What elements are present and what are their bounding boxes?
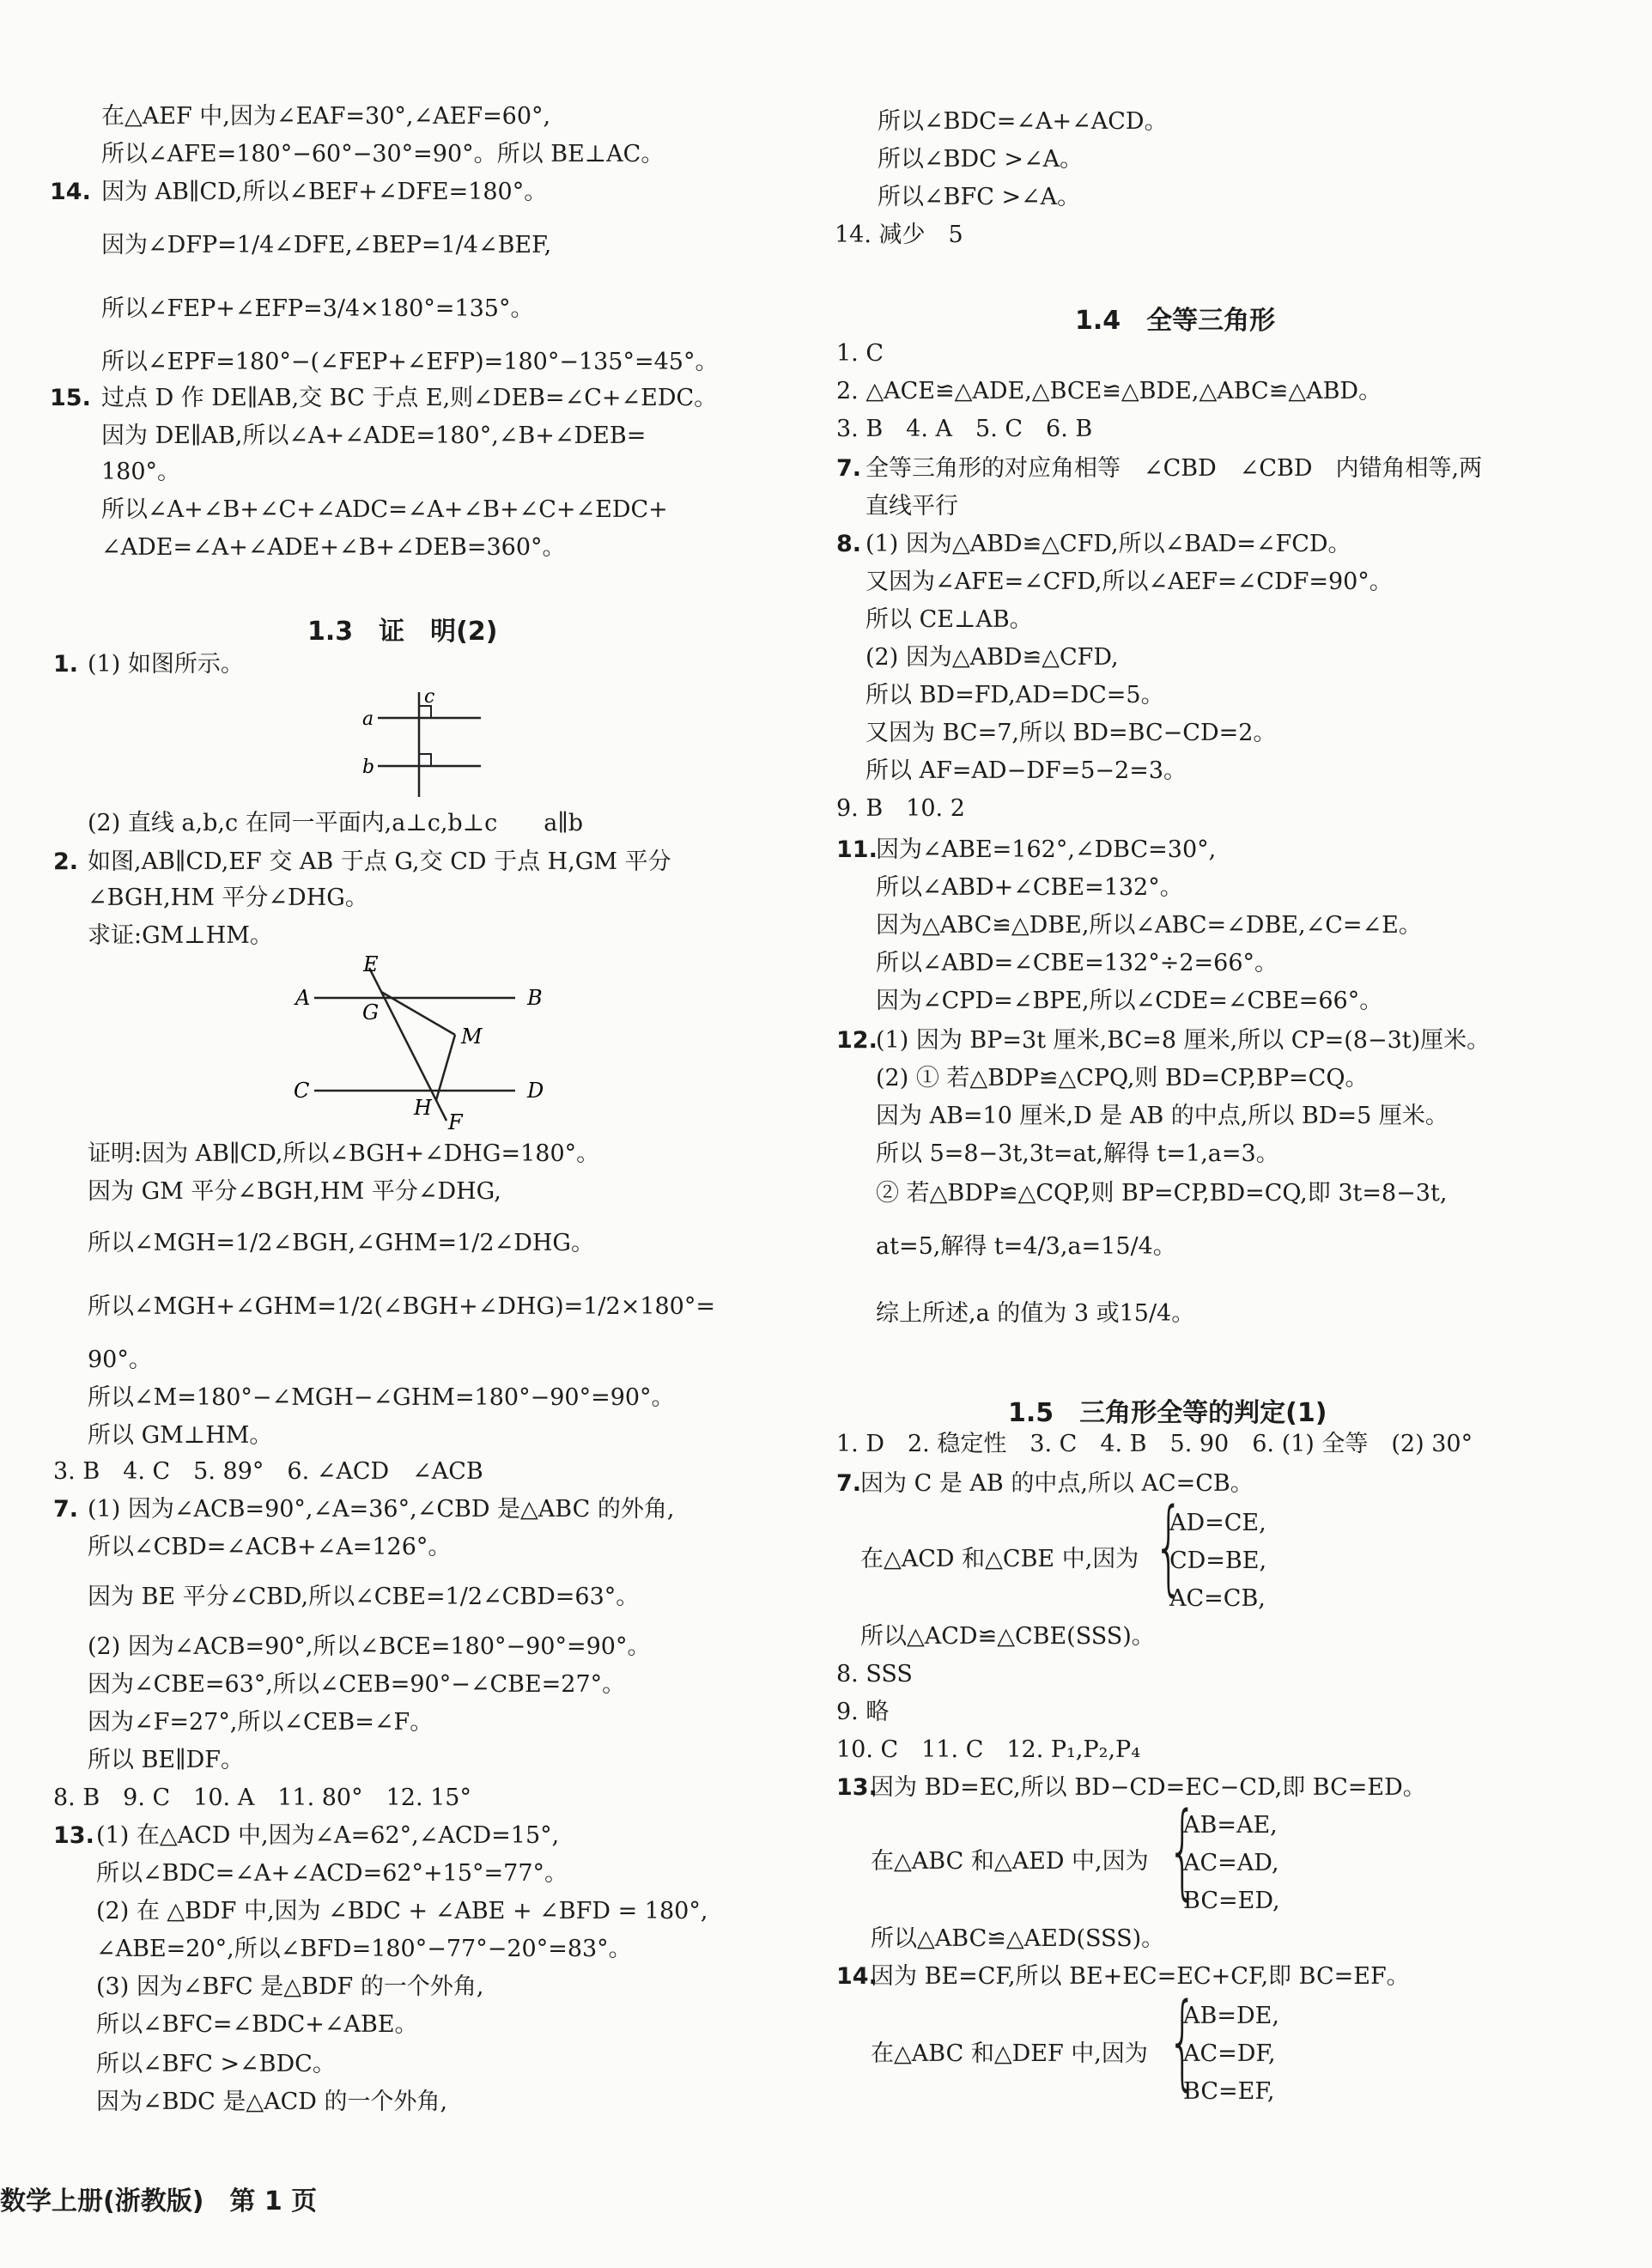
question-number: 14. xyxy=(50,179,91,205)
text-line: (1) 如图所示。 xyxy=(88,651,244,678)
text-line: 所以 GM⊥HM。 xyxy=(88,1422,273,1449)
text-line: 所以△ABC≌△AED(SSS)。 xyxy=(871,1925,1165,1952)
figure-label: a xyxy=(362,708,374,730)
text-line: (1) 因为△ABD≌△CFD,所以∠BAD=∠FCD。 xyxy=(865,531,1351,557)
text-line: (2) 因为∠ACB=90°,所以∠BCE=180°−90°=90°。 xyxy=(88,1633,651,1660)
figure-label: F xyxy=(448,1110,463,1134)
text-line: 如图,AB∥CD,EF 交 AB 于点 G,交 CD 于点 H,GM 平分 xyxy=(88,848,671,875)
question-number: 15. xyxy=(50,385,91,411)
text-line: 所以∠BDC=∠A+∠ACD。 xyxy=(878,108,1168,135)
text-line: 因为∠BDC 是△ACD 的一个外角, xyxy=(96,2089,448,2115)
text-line: 所以△ACD≌△CBE(SSS)。 xyxy=(860,1623,1155,1650)
text-line: 90°。 xyxy=(88,1347,152,1373)
figure-label: B xyxy=(527,986,543,1010)
text-line: 所以∠EPF=180°−(∠FEP+∠EFP)=180°−135°=45°。 xyxy=(101,349,719,375)
question-number: 13. xyxy=(836,1774,878,1801)
text-line: 所以∠MGH+∠GHM=1/2(∠BGH+∠DHG)=1/2×180°= xyxy=(88,1293,715,1320)
text-line: 所以∠A+∠B+∠C+∠ADC=∠A+∠B+∠C+∠EDC+ xyxy=(101,496,668,523)
text-line: 所以 5=8−3t,3t=at,解得 t=1,a=3。 xyxy=(876,1140,1279,1167)
text-line: 直线平行 xyxy=(865,493,958,520)
text-line: 所以∠MGH=1/2∠BGH,∠GHM=1/2∠DHG。 xyxy=(88,1230,594,1256)
figure-label: D xyxy=(527,1079,544,1103)
text-line: 因为∠CBE=63°,所以∠CEB=90°−∠CBE=27°。 xyxy=(88,1671,626,1698)
text-line: 所以∠ABD+∠CBE=132°。 xyxy=(876,874,1183,901)
text-line: 过点 D 作 DE∥AB,交 BC 于点 E,则∠DEB=∠C+∠EDC。 xyxy=(101,385,718,411)
equation-item: AC=CB, xyxy=(1169,1585,1266,1612)
answer-line: 10. C 11. C 12. P₁,P₂,P₄ xyxy=(836,1736,1141,1763)
question-number: 11. xyxy=(836,836,878,863)
question-number: 12. xyxy=(836,1027,878,1054)
text-line: 因为 BE 平分∠CBD,所以∠CBE=1/2∠CBD=63°。 xyxy=(88,1584,640,1610)
figure-label: c xyxy=(424,687,435,708)
equation-item: CD=BE, xyxy=(1169,1547,1267,1574)
text-line: (1) 因为 BP=3t 厘米,BC=8 厘米,所以 CP=(8−3t)厘米。 xyxy=(876,1027,1491,1054)
text-line: 所以∠BDC=∠A+∠ACD=62°+15°=77°。 xyxy=(96,1860,568,1887)
page-footer: 数学上册(浙教版) 第 1 页 xyxy=(0,2186,318,2216)
text-line: 求证:GM⊥HM。 xyxy=(88,922,273,949)
text-line: 在△ABC 和△AED 中,因为 xyxy=(871,1848,1149,1875)
figure-label: E xyxy=(363,952,379,976)
text-line: 因为 AB∥CD,所以∠BEF+∠DFE=180°。 xyxy=(101,179,548,205)
text-line: 综上所述,a 的值为 3 或15/4。 xyxy=(876,1300,1195,1327)
equation-item: AB=AE, xyxy=(1183,1812,1278,1839)
text-line: 所以∠CBD=∠ACB+∠A=126°。 xyxy=(88,1534,452,1560)
equation-item: BC=ED, xyxy=(1183,1888,1280,1914)
text-line: (2) 因为△ABD≌△CFD, xyxy=(865,644,1119,671)
text-line: 因为 BE=CF,所以 BE+EC=EC+CF,即 BC=EF。 xyxy=(871,1963,1410,1990)
figure-label: A xyxy=(295,986,311,1010)
answer-line: 1. D 2. 稳定性 3. C 4. B 5. 90 6. (1) 全等 (2) 30° xyxy=(836,1431,1473,1457)
text-line: 在△ACD 和△CBE 中,因为 xyxy=(860,1546,1139,1572)
text-line: 因为 C 是 AB 的中点,所以 AC=CB。 xyxy=(860,1470,1254,1497)
text-line: 又因为∠AFE=∠CFD,所以∠AEF=∠CDF=90°。 xyxy=(865,569,1393,595)
text-line: 180°。 xyxy=(101,459,181,485)
text-line: ∠ADE=∠A+∠ADE+∠B+∠DEB=360°。 xyxy=(101,534,566,561)
figure-perpendicular-lines xyxy=(352,687,507,807)
figure-label: C xyxy=(294,1079,310,1103)
text-line: ∠BGH,HM 平分∠DHG。 xyxy=(88,885,368,911)
brace-symbol: { xyxy=(1168,1791,1198,1911)
answer-line: 8. B 9. C 10. A 11. 80° 12. 15° xyxy=(53,1785,471,1811)
text-line: 所以∠AFE=180°−60°−30°=90°。所以 BE⊥AC。 xyxy=(101,141,665,167)
text-line: (3) 因为∠BFC 是△BDF 的一个外角, xyxy=(96,1973,484,2000)
question-number: 2. xyxy=(53,848,79,875)
equation-item: AC=AD, xyxy=(1183,1850,1279,1876)
text-line: (2) 直线 a,b,c 在同一平面内,a⊥c,b⊥c a∥b xyxy=(88,810,584,836)
text-line: 因为 GM 平分∠BGH,HM 平分∠DHG, xyxy=(88,1178,501,1205)
text-line: 因为∠DFP=1/4∠DFE,∠BEP=1/4∠BEF, xyxy=(101,232,552,258)
question-number: 14. xyxy=(836,1963,878,1990)
text-line: 所以∠ABD=∠CBE=132°÷2=66°。 xyxy=(876,950,1278,976)
question-number: 7. xyxy=(53,1496,79,1523)
answer-line: 2. △ACE≌△ADE,△BCE≌△BDE,△ABC≌△ABD。 xyxy=(836,378,1382,404)
answer-line: 1. C xyxy=(836,340,884,367)
answer-line: 14. 减少 5 xyxy=(835,222,963,248)
figure-parallel-lines xyxy=(283,949,567,1134)
text-line: 因为∠CPD=∠BPE,所以∠CDE=∠CBE=66°。 xyxy=(876,988,1383,1014)
text-line: 所以∠BFC >∠A。 xyxy=(878,184,1081,210)
text-line: 所以∠BDC >∠A。 xyxy=(878,146,1084,173)
text-line: 因为 DE∥AB,所以∠A+∠ADE=180°,∠B+∠DEB= xyxy=(101,423,647,449)
text-line: 所以 BD=FD,AD=DC=5。 xyxy=(865,682,1164,708)
equation-item: AB=DE, xyxy=(1183,2003,1279,2029)
text-line: 因为 BD=EC,所以 BD−CD=EC−CD,即 BC=ED。 xyxy=(871,1774,1426,1801)
answer-line: 9. 略 xyxy=(836,1699,890,1725)
text-line: 因为∠ABE=162°,∠DBC=30°, xyxy=(876,836,1217,863)
text-line: 所以∠BFC >∠BDC。 xyxy=(96,2051,336,2077)
answer-line: 3. B 4. A 5. C 6. B xyxy=(836,416,1093,442)
text-line: 因为 AB=10 厘米,D 是 AB 的中点,所以 BD=5 厘米。 xyxy=(876,1103,1449,1129)
question-number: 13. xyxy=(53,1822,94,1849)
figure-label: b xyxy=(362,757,375,778)
section-title: 1.5 三角形全等的判定(1) xyxy=(1008,1398,1327,1428)
text-line: (1) 因为∠ACB=90°,∠A=36°,∠CBD 是△ABC 的外角, xyxy=(88,1496,675,1523)
brace-symbol: { xyxy=(1154,1487,1184,1607)
question-number: 7. xyxy=(836,1470,862,1497)
answer-line: 9. B 10. 2 xyxy=(836,795,965,822)
figure-label: G xyxy=(362,1000,380,1025)
text-line: 在△AEF 中,因为∠EAF=30°,∠AEF=60°, xyxy=(101,103,551,130)
section-title: 1.4 全等三角形 xyxy=(1075,306,1276,336)
text-line: 全等三角形的对应角相等 ∠CBD ∠CBD 内错角相等,两 xyxy=(865,455,1483,482)
figure-label: H xyxy=(414,1096,432,1120)
text-line: 所以 BE∥DF。 xyxy=(88,1747,244,1773)
text-line: 证明:因为 AB∥CD,所以∠BGH+∠DHG=180°。 xyxy=(88,1140,600,1167)
question-number: 1. xyxy=(53,651,79,678)
text-line: 所以∠BFC=∠BDC+∠ABE。 xyxy=(96,2011,418,2038)
text-line: 因为△ABC≌△DBE,所以∠ABC=∠DBE,∠C=∠E。 xyxy=(876,912,1422,939)
figure-label: M xyxy=(461,1025,483,1049)
text-line: ∠ABE=20°,所以∠BFD=180°−77°−20°=83°。 xyxy=(96,1936,632,1962)
equation-item: AC=DF, xyxy=(1183,2040,1276,2067)
brace-symbol: { xyxy=(1168,1982,1198,2101)
question-number: 7. xyxy=(836,455,862,482)
text-line: (1) 在△ACD 中,因为∠A=62°,∠ACD=15°, xyxy=(96,1822,560,1849)
text-line: 所以∠FEP+∠EFP=3/4×180°=135°。 xyxy=(101,295,534,322)
equation-item: BC=EF, xyxy=(1183,2078,1275,2105)
text-line: ② 若△BDP≌△CQP,则 BP=CP,BD=CQ,即 3t=8−3t, xyxy=(876,1180,1448,1207)
text-line: at=5,解得 t=4/3,a=15/4。 xyxy=(876,1233,1176,1260)
text-line: 在△ABC 和△DEF 中,因为 xyxy=(871,2040,1148,2067)
answer-line: 8. SSS xyxy=(836,1661,913,1687)
text-line: 又因为 BC=7,所以 BD=BC−CD=2。 xyxy=(865,720,1277,746)
question-number: 8. xyxy=(836,531,862,557)
text-line: 所以 AF=AD−DF=5−2=3。 xyxy=(865,757,1187,784)
text-line: (2) 在 △BDF 中,因为 ∠BDC + ∠ABE + ∠BFD = 180°, xyxy=(96,1898,708,1924)
text-line: 所以 CE⊥AB。 xyxy=(865,606,1033,633)
text-line: 所以∠M=180°−∠MGH−∠GHM=180°−90°=90°。 xyxy=(88,1384,675,1411)
equation-item: AD=CE, xyxy=(1169,1510,1266,1536)
text-line: 因为∠F=27°,所以∠CEB=∠F。 xyxy=(88,1709,434,1736)
text-line: (2) ① 若△BDP≌△CPQ,则 BD=CP,BP=CQ。 xyxy=(876,1065,1369,1091)
section-title: 1.3 证 明(2) xyxy=(307,617,498,647)
answer-line: 3. B 4. C 5. 89° 6. ∠ACD ∠ACB xyxy=(53,1458,483,1485)
